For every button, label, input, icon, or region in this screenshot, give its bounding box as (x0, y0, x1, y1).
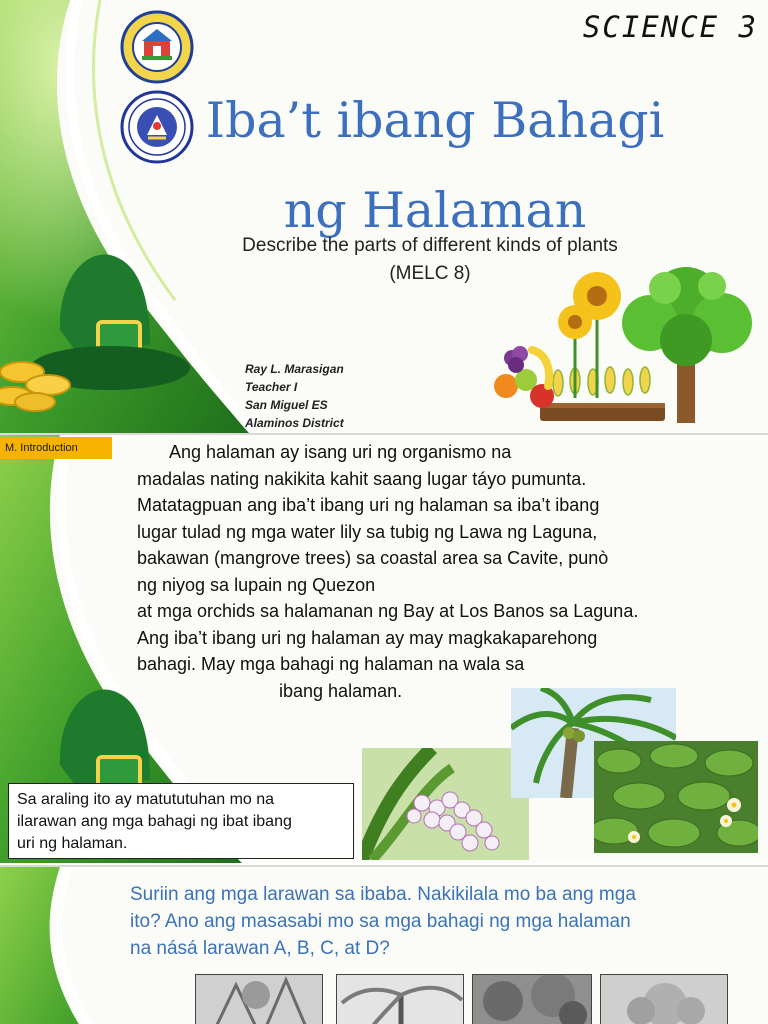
plants-clipart (490, 258, 768, 428)
question-line: na násá larawan A, B, C, at D? (130, 938, 390, 959)
author-position: Teacher I (245, 380, 298, 394)
introduction-slide (0, 433, 768, 863)
subtitle-line-2: (MELC 8) (389, 263, 471, 284)
plant-photo-b (336, 974, 464, 1024)
lesson-line: Sa araling ito ay matututuhan mo na (17, 791, 275, 808)
paragraph-line: Ang iba’t ibang uri ng halaman ay may magkakaparehong (137, 627, 598, 648)
title-slide (0, 0, 768, 433)
lesson-objective-box (8, 783, 354, 859)
question-line: Suriin ang mga larawan sa ibaba. Nakikilala mo ba ang mga (130, 884, 636, 905)
section-tag: M. Introduction (0, 437, 112, 459)
author-block (245, 360, 344, 432)
plant-photo-d (600, 974, 728, 1024)
author-name: Ray L. Marasigan (245, 362, 344, 376)
activity-question (130, 881, 760, 962)
deped-seal-logo (120, 90, 194, 164)
paragraph-line: lugar tulad ng mga water lily sa tubig ng Lawa ng Laguna, (137, 521, 598, 542)
paragraph-line: Matatagpuan ang iba’t ibang uri ng halaman sa iba’t ibang (137, 495, 600, 515)
author-school: San Miguel ES (245, 398, 328, 412)
author-district: Alaminos District (245, 416, 344, 430)
question-line: ito? Ano ang masasabi mo sa mga bahagi ng mga halaman (130, 911, 631, 932)
subject-label: SCIENCE 3 (582, 10, 758, 44)
lesson-line: ilarawan ang mga bahagi ng ibat ibang (17, 813, 292, 830)
paragraph-line: ng niyog sa lupain ng Quezon (137, 574, 376, 595)
lesson-line: uri ng halaman. (17, 835, 128, 852)
school-seal-logo (120, 10, 194, 84)
paragraph-line: bakawan (mangrove trees) sa coastal area sa Cavite, punò (137, 548, 609, 568)
paragraph-line: at mga orchids sa halamanan ng Bay at Los Banos sa Laguna. (137, 601, 639, 621)
paragraph-line: bahagi. May mga bahagi ng halaman na wala sa (137, 654, 525, 674)
paragraph-line: ibang halaman. (279, 680, 403, 701)
title-line-2: ng Halaman (283, 182, 587, 239)
orchid-photo (362, 748, 529, 860)
paragraph-line: Ang halaman ay isang uri ng organismo na (169, 442, 512, 462)
paragraph-line: madalas nating nakikita kahit saang lugar táyo pumunta. (137, 468, 587, 489)
water-lily-photo (594, 741, 758, 853)
subtitle-line-1: Describe the parts of different kinds of plants (242, 235, 618, 256)
slide-title (200, 76, 670, 256)
activity-slide (0, 865, 768, 1024)
title-line-1: Iba’t ibang Bahagi (205, 92, 665, 149)
plant-photo-a (195, 974, 323, 1024)
plant-photo-c (472, 974, 592, 1024)
intro-paragraph (137, 439, 767, 704)
